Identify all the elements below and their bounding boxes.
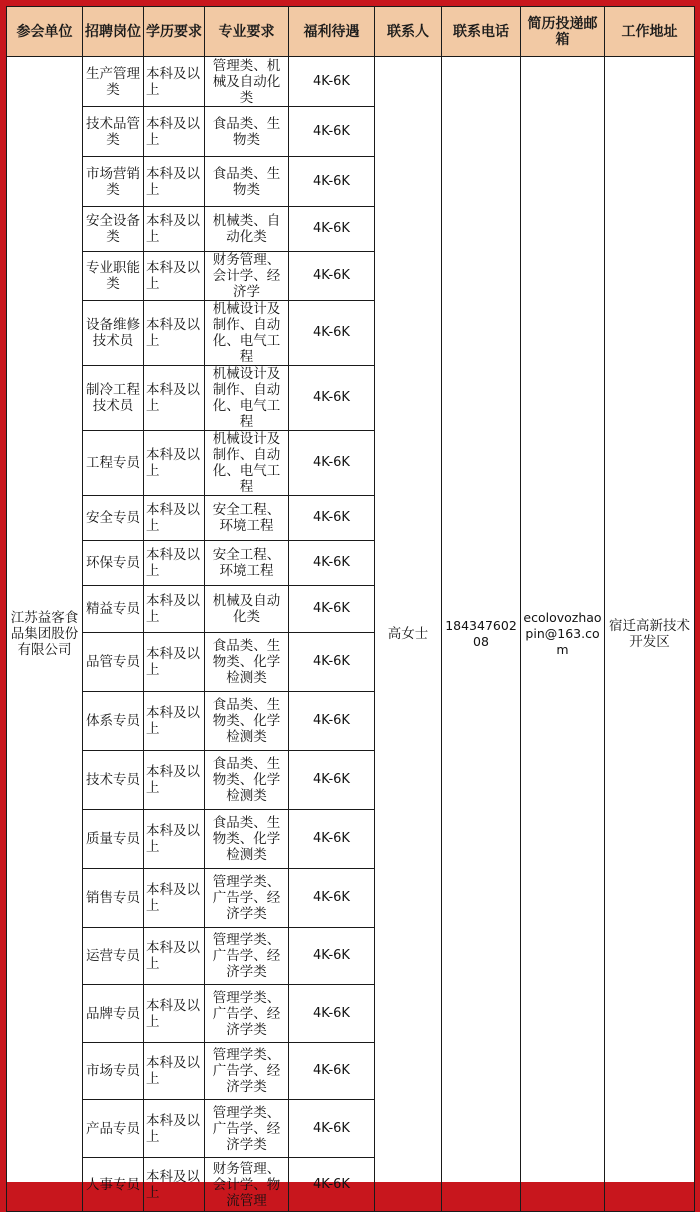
position-cell: 生产管理类 (83, 57, 144, 107)
salary-cell: 4K-6K (289, 252, 375, 301)
header-salary: 福利待遇 (289, 7, 375, 57)
education-cell: 本科及以上 (144, 928, 205, 985)
salary-cell: 4K-6K (289, 57, 375, 107)
header-major: 专业要求 (205, 7, 289, 57)
salary-cell: 4K-6K (289, 633, 375, 692)
education-cell: 本科及以上 (144, 496, 205, 541)
salary-cell: 4K-6K (289, 586, 375, 633)
position-cell: 环保专员 (83, 541, 144, 586)
position-cell: 品管专员 (83, 633, 144, 692)
position-cell: 专业职能类 (83, 252, 144, 301)
salary-cell: 4K-6K (289, 301, 375, 366)
position-cell: 市场营销类 (83, 157, 144, 207)
phone-cell: 18434760208 (442, 57, 521, 1212)
major-cell: 财务管理、会计学、经济学 (205, 252, 289, 301)
contact-cell: 高女士 (375, 57, 442, 1212)
position-cell: 市场专员 (83, 1043, 144, 1100)
salary-cell: 4K-6K (289, 366, 375, 431)
education-cell: 本科及以上 (144, 157, 205, 207)
position-cell: 技术品管类 (83, 107, 144, 157)
header-address: 工作地址 (605, 7, 695, 57)
salary-cell: 4K-6K (289, 869, 375, 928)
education-cell: 本科及以上 (144, 541, 205, 586)
salary-cell: 4K-6K (289, 692, 375, 751)
header-contact: 联系人 (375, 7, 442, 57)
salary-cell: 4K-6K (289, 1158, 375, 1212)
major-cell: 管理类、机械及自动化类 (205, 57, 289, 107)
company-cell: 江苏益客食品集团股份有限公司 (7, 57, 83, 1212)
major-cell: 安全工程、环境工程 (205, 496, 289, 541)
major-cell: 管理学类、广告学、经济学类 (205, 1043, 289, 1100)
major-cell: 机械设计及制作、自动化、电气工程 (205, 431, 289, 496)
education-cell: 本科及以上 (144, 692, 205, 751)
header-position: 招聘岗位 (83, 7, 144, 57)
salary-cell: 4K-6K (289, 928, 375, 985)
position-cell: 设备维修技术员 (83, 301, 144, 366)
position-cell: 体系专员 (83, 692, 144, 751)
salary-cell: 4K-6K (289, 810, 375, 869)
position-cell: 产品专员 (83, 1100, 144, 1158)
major-cell: 管理学类、广告学、经济学类 (205, 869, 289, 928)
education-cell: 本科及以上 (144, 869, 205, 928)
education-cell: 本科及以上 (144, 810, 205, 869)
email-cell: ecolovozhaopin@163.com (521, 57, 605, 1212)
major-cell: 财务管理、会计学、物流管理 (205, 1158, 289, 1212)
education-cell: 本科及以上 (144, 1100, 205, 1158)
major-cell: 管理学类、广告学、经济学类 (205, 1100, 289, 1158)
education-cell: 本科及以上 (144, 1043, 205, 1100)
position-cell: 质量专员 (83, 810, 144, 869)
position-cell: 运营专员 (83, 928, 144, 985)
education-cell: 本科及以上 (144, 633, 205, 692)
header-phone: 联系电话 (442, 7, 521, 57)
education-cell: 本科及以上 (144, 252, 205, 301)
salary-cell: 4K-6K (289, 496, 375, 541)
salary-cell: 4K-6K (289, 157, 375, 207)
major-cell: 安全工程、环境工程 (205, 541, 289, 586)
major-cell: 食品类、生物类、化学检测类 (205, 692, 289, 751)
address-cell: 宿迁高新技术开发区 (605, 57, 695, 1212)
position-cell: 品牌专员 (83, 985, 144, 1043)
major-cell: 机械设计及制作、自动化、电气工程 (205, 366, 289, 431)
position-cell: 安全专员 (83, 496, 144, 541)
table-row (7, 57, 695, 107)
header-company: 参会单位 (7, 7, 83, 57)
header-education: 学历要求 (144, 7, 205, 57)
education-cell: 本科及以上 (144, 366, 205, 431)
salary-cell: 4K-6K (289, 1100, 375, 1158)
header-row (7, 7, 695, 57)
recruitment-sheet (6, 6, 694, 1209)
major-cell: 食品类、生物类 (205, 107, 289, 157)
position-cell: 人事专员 (83, 1158, 144, 1212)
salary-cell: 4K-6K (289, 207, 375, 252)
education-cell: 本科及以上 (144, 1158, 205, 1212)
major-cell: 食品类、生物类、化学检测类 (205, 633, 289, 692)
position-cell: 工程专员 (83, 431, 144, 496)
major-cell: 食品类、生物类、化学检测类 (205, 751, 289, 810)
major-cell: 食品类、生物类、化学检测类 (205, 810, 289, 869)
salary-cell: 4K-6K (289, 107, 375, 157)
education-cell: 本科及以上 (144, 57, 205, 107)
position-cell: 精益专员 (83, 586, 144, 633)
education-cell: 本科及以上 (144, 207, 205, 252)
salary-cell: 4K-6K (289, 751, 375, 810)
education-cell: 本科及以上 (144, 431, 205, 496)
major-cell: 管理学类、广告学、经济学类 (205, 928, 289, 985)
salary-cell: 4K-6K (289, 431, 375, 496)
position-cell: 安全设备类 (83, 207, 144, 252)
major-cell: 机械类、自动化类 (205, 207, 289, 252)
education-cell: 本科及以上 (144, 586, 205, 633)
position-cell: 制冷工程技术员 (83, 366, 144, 431)
education-cell: 本科及以上 (144, 107, 205, 157)
education-cell: 本科及以上 (144, 301, 205, 366)
major-cell: 机械及自动化类 (205, 586, 289, 633)
header-email: 简历投递邮箱 (521, 7, 605, 57)
education-cell: 本科及以上 (144, 751, 205, 810)
salary-cell: 4K-6K (289, 541, 375, 586)
position-cell: 销售专员 (83, 869, 144, 928)
salary-cell: 4K-6K (289, 1043, 375, 1100)
salary-cell: 4K-6K (289, 985, 375, 1043)
education-cell: 本科及以上 (144, 985, 205, 1043)
major-cell: 食品类、生物类 (205, 157, 289, 207)
major-cell: 机械设计及制作、自动化、电气工程 (205, 301, 289, 366)
major-cell: 管理学类、广告学、经济学类 (205, 985, 289, 1043)
recruitment-table (6, 6, 695, 1212)
position-cell: 技术专员 (83, 751, 144, 810)
